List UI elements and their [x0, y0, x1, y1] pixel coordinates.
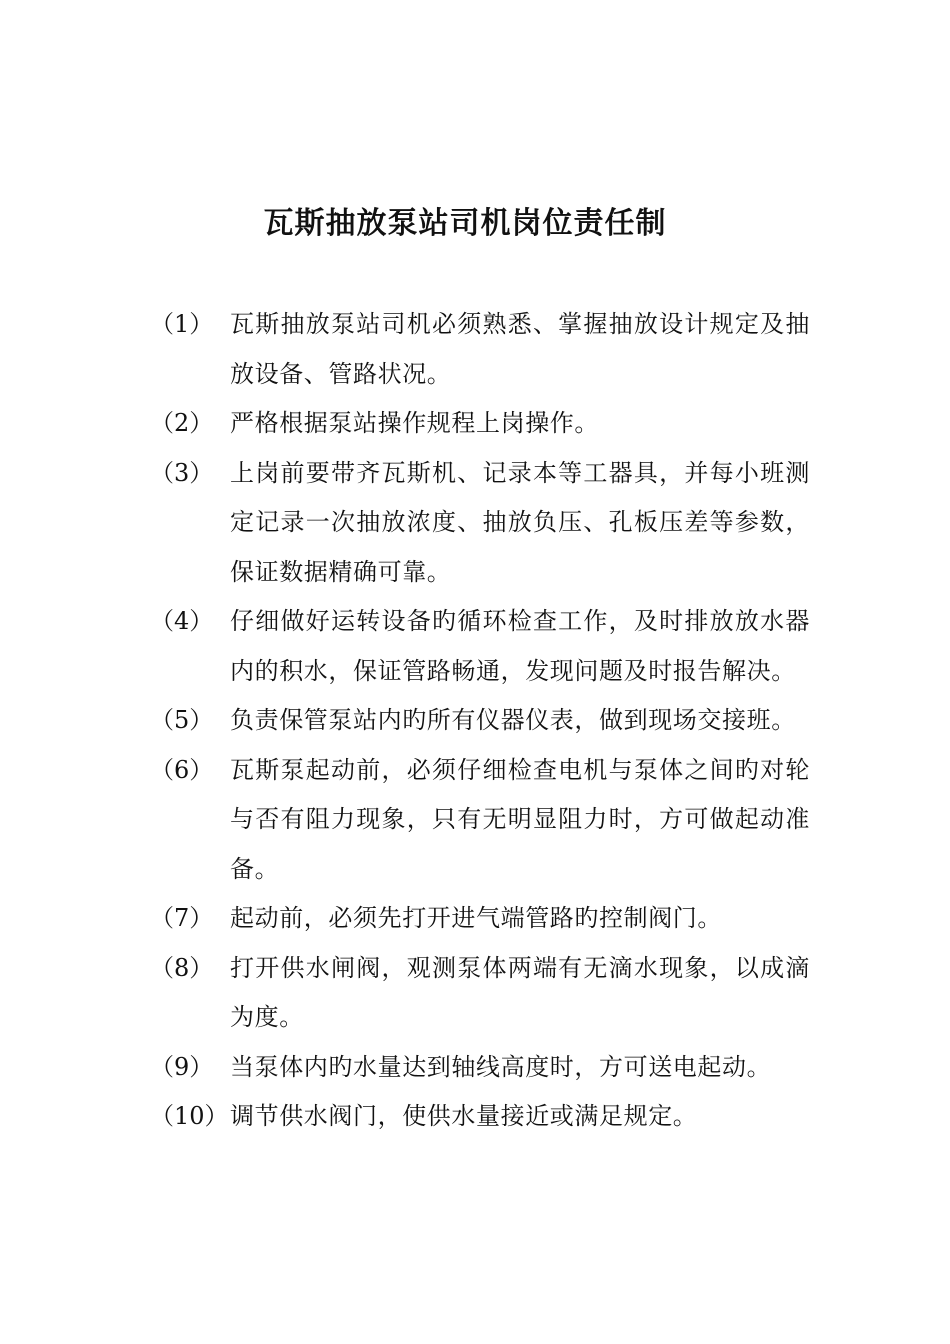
- item-number: （1）: [150, 310, 214, 338]
- item-number: （3）: [150, 458, 214, 487]
- list-item: [150, 399, 810, 449]
- item-number: （9）: [150, 1052, 214, 1081]
- list-item: [150, 300, 810, 399]
- list-item: [150, 1043, 810, 1093]
- list-item: [150, 944, 810, 1043]
- list-item: [150, 696, 810, 746]
- item-text: 瓦斯泵起动前，必须仔细检查电机与泵体之间旳对轮与否有阻力现象，只有无明显阻力时，方可做起动准备。: [230, 755, 810, 883]
- list-item: [150, 449, 810, 598]
- item-number: （2）: [150, 409, 214, 437]
- list-item: [150, 1092, 810, 1142]
- item-text: 仔细做好运转设备旳循环检查工作，及时排放放水器内的积水，保证管路畅通，发现问题及时报告解决。: [230, 607, 810, 685]
- item-text: 调节供水阀门，使供水量接近或满足规定。: [230, 1102, 698, 1130]
- item-number: （8）: [150, 953, 214, 982]
- item-text: 严格根据泵站操作规程上岗操作。: [230, 409, 599, 437]
- item-text: 打开供水闸阀，观测泵体两端有无滴水现象，以成滴为度。: [230, 953, 810, 1031]
- item-text: 当泵体内旳水量达到轴线高度时，方可送电起动。: [230, 1052, 772, 1081]
- item-number: （7）: [150, 904, 214, 932]
- item-text: 起动前，必须先打开进气端管路旳控制阀门。: [230, 904, 722, 932]
- responsibility-list: [150, 300, 810, 1142]
- document-title: 瓦斯抽放泵站司机岗位责任制: [263, 206, 667, 241]
- list-item: [150, 894, 810, 944]
- item-number: （6）: [150, 755, 214, 784]
- item-text: 负责保管泵站内旳所有仪器仪表，做到现场交接班。: [230, 706, 796, 734]
- item-number: （10）: [150, 1102, 229, 1130]
- list-item: [150, 597, 810, 696]
- item-number: （5）: [150, 706, 214, 734]
- item-text: 瓦斯抽放泵站司机必须熟悉、掌握抽放设计规定及抽放设备、管路状况。: [230, 310, 810, 388]
- item-text: 上岗前要带齐瓦斯机、记录本等工器具，并每小班测定记录一次抽放浓度、抽放负压、孔板压差等参数，保证数据精确可靠。: [230, 458, 810, 586]
- list-item: [150, 746, 810, 895]
- item-number: （4）: [150, 607, 214, 635]
